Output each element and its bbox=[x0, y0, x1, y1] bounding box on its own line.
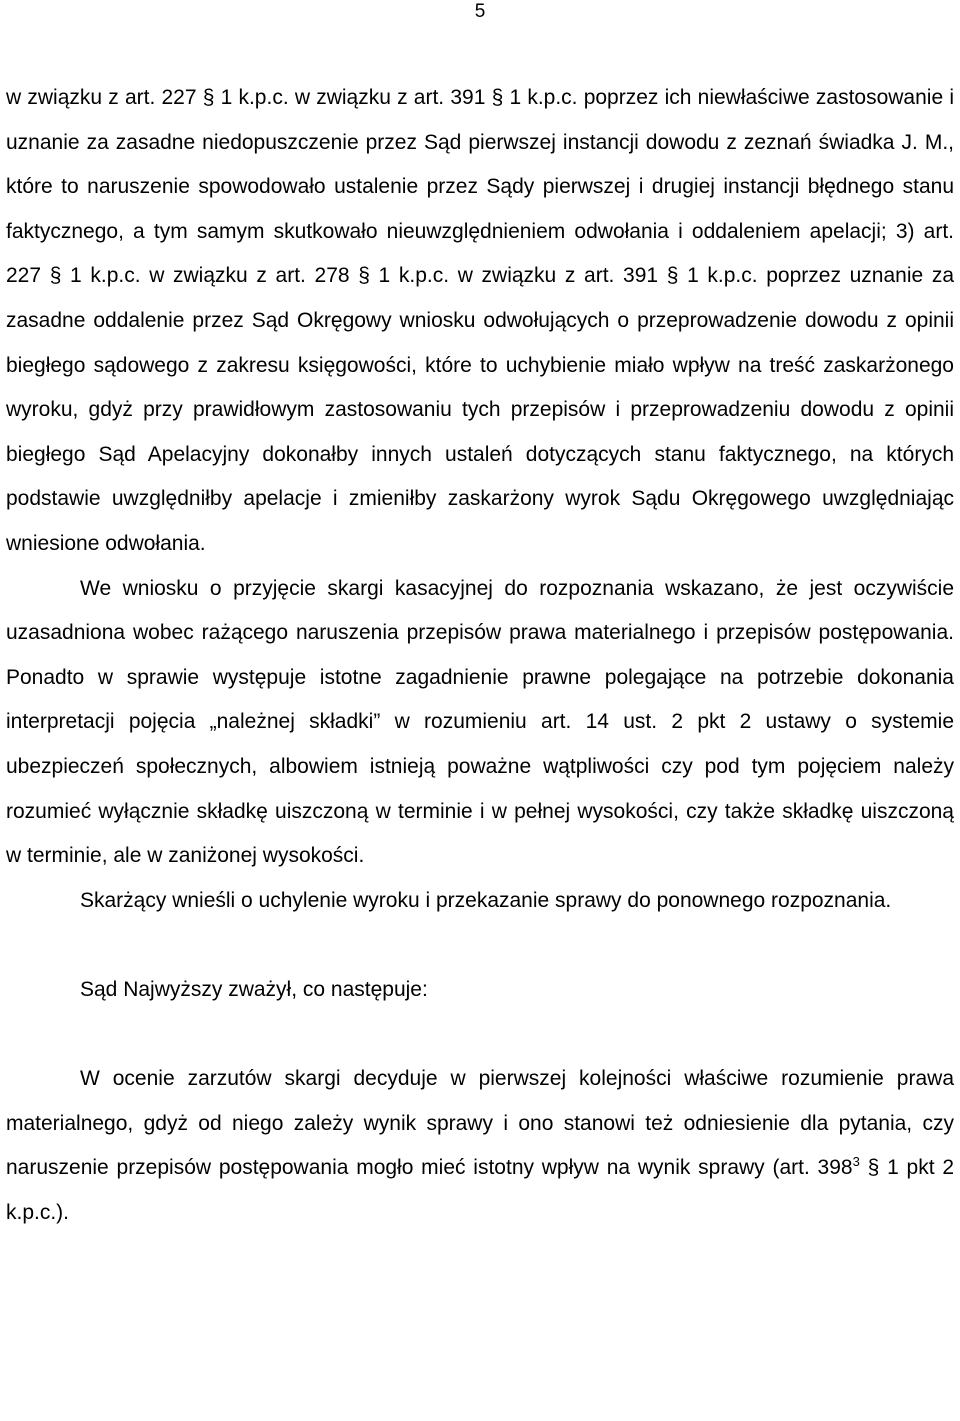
paragraph-assessment-main: W ocenie zarzutów skargi decyduje w pierwszej kolejności właściwe rozumienie prawa materialnego, gdyż od niego zależy wynik sprawy i ono stanowi też odniesienie dla pytania, czy naruszenie przepisów postępowania mogło mieć istotny wpływ na wynik sprawy (art. 398 bbox=[6, 1067, 954, 1180]
paragraph-cassation-motion: We wniosku o przyjęcie skargi kasacyjnej do rozpoznania wskazano, że jest oczywiście uzasadniona wobec rażącego naruszenia przepisów prawa materialnego i przepisów postępowania. Ponadto w sprawie występuje istotne zagadnienie prawne polegające na potrzebie dokonania interpretacji pojęcia „należnej składki” w rozumieniu art. 14 ust. 2 pkt 2 ustawy o systemie ubezpieczeń społecznych, albowiem istnieją poważne wątpliwości czy pod tym pojęciem należy rozumieć wyłącznie składkę uiszczoną w terminie i w pełnej wysokości, czy także składkę uiszczoną w terminie, ale w zaniżonej wysokości. bbox=[6, 576, 954, 868]
article-superscript: 3 bbox=[852, 1154, 860, 1170]
paragraph-charges-continued: w związku z art. 227 § 1 k.p.c. w związku z art. 391 § 1 k.p.c. poprzez ich niewłaściwe zastosowanie i uznanie za zasadne niedopuszczenie przez Sąd pierwszej instancji dowodu z zeznań świadka J. M., które to naruszenie spowodowało ustalenie przez Sądy pierwszej i drugiej instancji błędnego stanu faktycznego, a tym samym skutkowało nieuwzględnieniem odwołania i oddaleniem apelacji; 3) art. 227 § 1 k.p.c. w związku z art. 278 § 1 k.p.c. w związku z art. 391 § 1 k.p.c. poprzez uznanie za zasadne oddalenie przez Sąd Okręgowy wniosku odwołujących o przeprowadzenie dowodu z opinii biegłego sądowego z zakresu księgowości, które to uchybienie miało wpływ na treść zaskarżonego wyroku, gdyż przy prawidłowym zastosowaniu tych przepisów i przeprowadzeniu dowodu z opinii biegłego Sąd Apelacyjny dokonałby innych ustaleń dotyczących stanu faktycznego, na których podstawie uwzględniłby apelacje i zmieniłby zaskarżony wyrok Sądu Okręgowego uwzględniając wniesione odwołania. bbox=[6, 86, 954, 555]
paragraph-assessment bbox=[6, 1057, 954, 1235]
document-body bbox=[6, 0, 954, 1235]
section-heading-court-considered: Sąd Najwyższy zważył, co następuje: bbox=[80, 977, 428, 1001]
paragraph-appellants-request: Skarżący wnieśli o uchylenie wyroku i przekazanie sprawy do ponownego rozpoznania. bbox=[80, 888, 892, 912]
spacer bbox=[6, 1012, 954, 1057]
spacer bbox=[6, 923, 954, 968]
page-number: 5 bbox=[474, 1, 486, 22]
paragraph-assessment-end: § 1 pkt 2 k.p.c.). bbox=[6, 1156, 955, 1224]
